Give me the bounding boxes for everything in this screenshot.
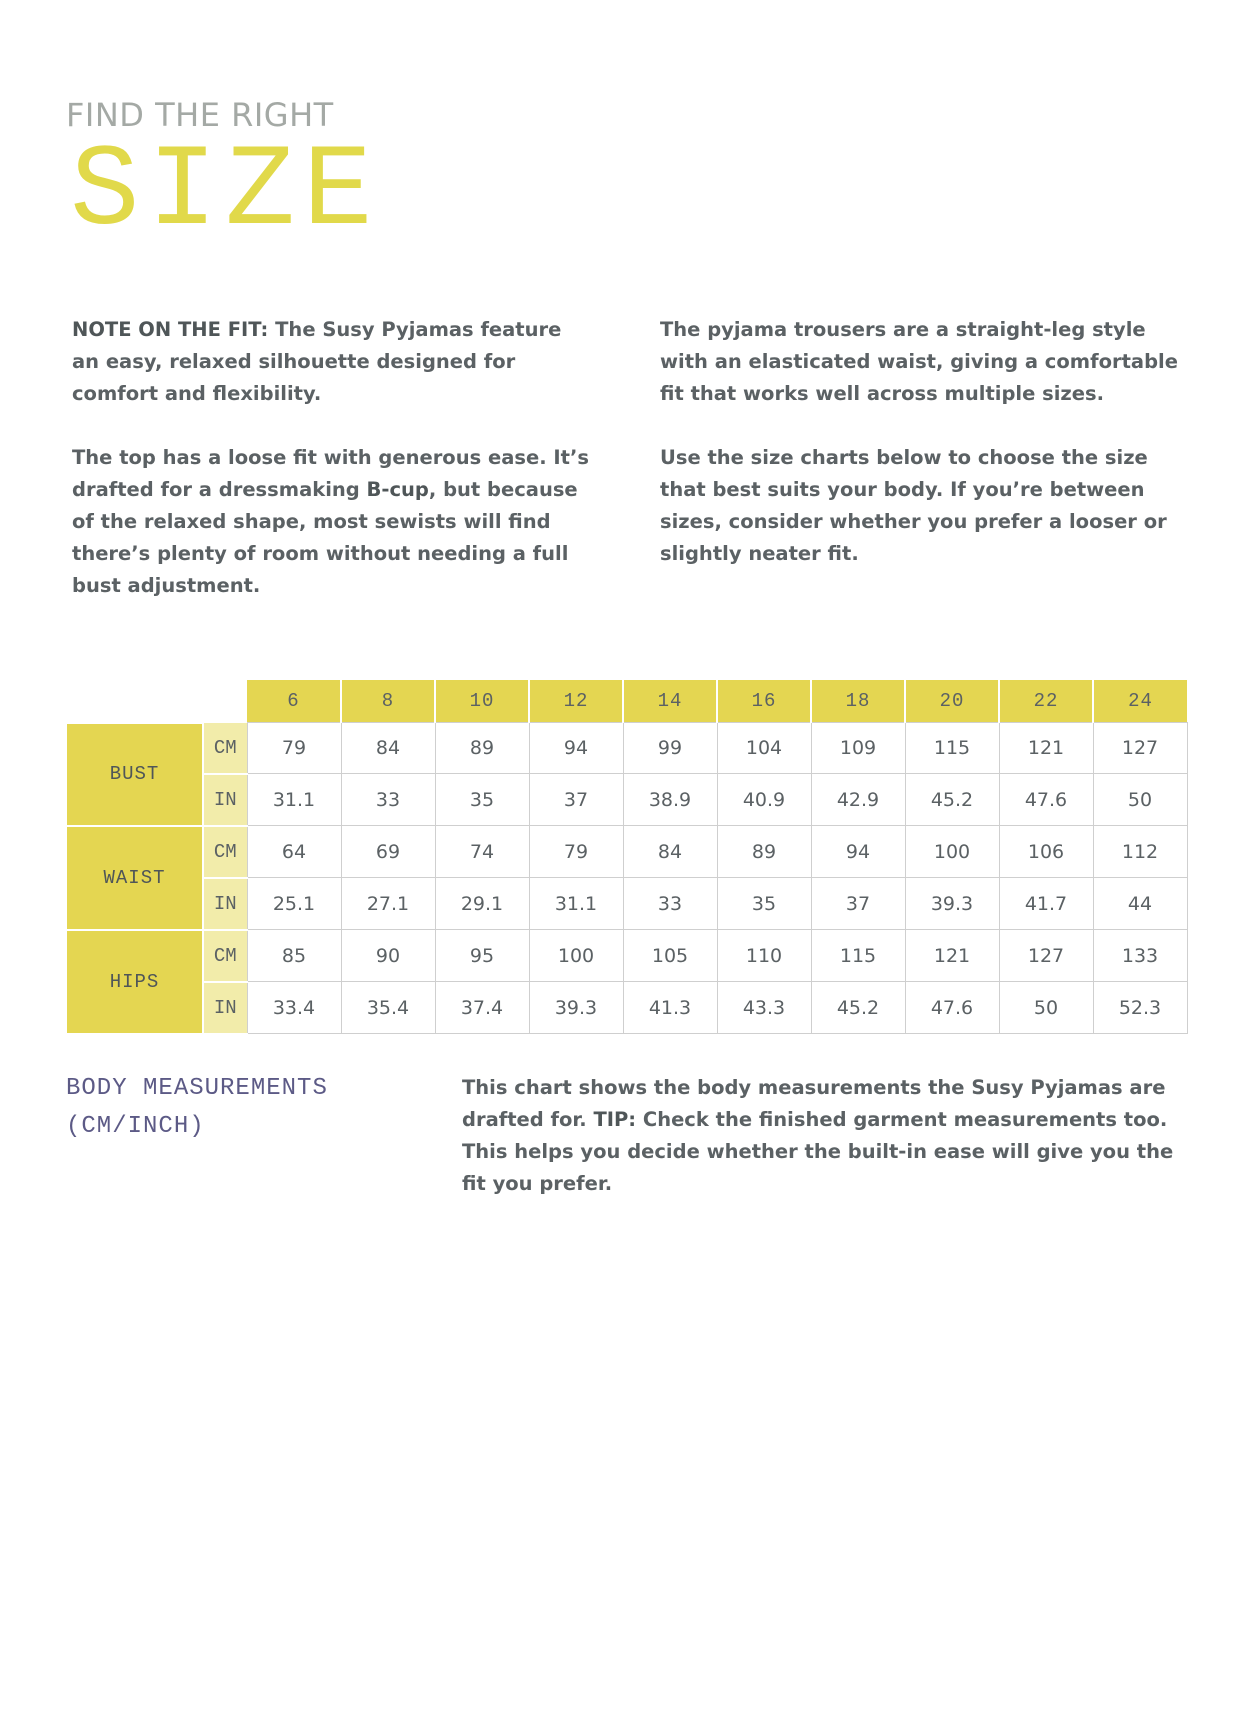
measurement-value: 127 <box>999 930 1093 982</box>
size-header-cell: 14 <box>623 680 717 723</box>
measurement-value: 99 <box>623 723 717 774</box>
measurement-value: 47.6 <box>905 982 999 1034</box>
table-row <box>67 930 1187 982</box>
chart-note-text-after: Check the finished garment measurements too. This helps you decide whether the built-in ease will give you the fit you prefer. <box>462 1108 1174 1195</box>
measurement-value: 104 <box>717 723 811 774</box>
measurement-value: 40.9 <box>717 774 811 826</box>
measurement-value: 133 <box>1093 930 1187 982</box>
measurement-value: 39.3 <box>905 878 999 930</box>
measurement-value: 100 <box>905 826 999 878</box>
fit-note-paragraph <box>72 314 592 410</box>
chart-note-text-before: This chart shows the body measurements the Susy Pyjamas are drafted for. <box>462 1076 1166 1131</box>
measurement-value: 50 <box>999 982 1093 1034</box>
measurement-value: 127 <box>1093 723 1187 774</box>
size-header-cell: 22 <box>999 680 1093 723</box>
measurement-value: 41.3 <box>623 982 717 1034</box>
intro-right-column <box>660 314 1180 602</box>
measurement-value: 47.6 <box>999 774 1093 826</box>
unit-label: IN <box>203 878 247 930</box>
table-row <box>67 982 1187 1034</box>
measurement-value: 115 <box>811 930 905 982</box>
measurement-value: 33.4 <box>247 982 341 1034</box>
size-chart-advice-paragraph: Use the size charts below to choose the size that best suits your body. If you’re between sizes, consider whether you prefer a looser or slightly neater fit. <box>660 446 1167 565</box>
legend-title: BODY MEASUREMENTS <box>66 1075 328 1102</box>
tip-label: TIP: <box>593 1108 637 1131</box>
measurement-value: 45.2 <box>811 982 905 1034</box>
measurement-label: HIPS <box>67 930 203 1034</box>
measurement-value: 94 <box>529 723 623 774</box>
unit-label: CM <box>203 826 247 878</box>
unit-label: CM <box>203 723 247 774</box>
measurement-value: 112 <box>1093 826 1187 878</box>
measurement-value: 27.1 <box>341 878 435 930</box>
measurement-value: 45.2 <box>905 774 999 826</box>
size-header-cell: 24 <box>1093 680 1187 723</box>
measurement-value: 33 <box>623 878 717 930</box>
measurement-value: 50 <box>1093 774 1187 826</box>
measurement-value: 42.9 <box>811 774 905 826</box>
measurement-value: 90 <box>341 930 435 982</box>
measurement-value: 37 <box>811 878 905 930</box>
top-fit-text-after: , but because of the relaxed shape, most sewists will find there’s plenty of room without needing a full bust adjustment. <box>72 478 578 597</box>
measurement-value: 89 <box>435 723 529 774</box>
measurement-value: 84 <box>623 826 717 878</box>
unit-label: CM <box>203 930 247 982</box>
legend-units: (CM/INCH) <box>66 1113 205 1140</box>
measurement-value: 105 <box>623 930 717 982</box>
size-header-cell: 18 <box>811 680 905 723</box>
measurement-value: 121 <box>905 930 999 982</box>
measurement-value: 33 <box>341 774 435 826</box>
page-kicker: FIND THE RIGHT <box>66 96 334 134</box>
measurement-value: 35 <box>717 878 811 930</box>
measurement-value: 44 <box>1093 878 1187 930</box>
measurement-value: 109 <box>811 723 905 774</box>
measurement-value: 35.4 <box>341 982 435 1034</box>
measurement-value: 64 <box>247 826 341 878</box>
table-row <box>67 723 1187 774</box>
measurement-value: 43.3 <box>717 982 811 1034</box>
measurement-value: 25.1 <box>247 878 341 930</box>
measurement-value: 85 <box>247 930 341 982</box>
measurement-value: 95 <box>435 930 529 982</box>
measurement-value: 52.3 <box>1093 982 1187 1034</box>
measurement-value: 37 <box>529 774 623 826</box>
measurement-value: 110 <box>717 930 811 982</box>
measurement-value: 94 <box>811 826 905 878</box>
measurement-value: 37.4 <box>435 982 529 1034</box>
measurement-value: 38.9 <box>623 774 717 826</box>
measurement-value: 31.1 <box>529 878 623 930</box>
measurement-value: 31.1 <box>247 774 341 826</box>
size-header-cell: 8 <box>341 680 435 723</box>
fit-note-label: NOTE ON THE FIT: <box>72 318 269 341</box>
table-row <box>67 826 1187 878</box>
measurement-value: 41.7 <box>999 878 1093 930</box>
unit-label: IN <box>203 982 247 1034</box>
chart-legend <box>66 1070 328 1146</box>
measurement-label: WAIST <box>67 826 203 930</box>
measurement-value: 39.3 <box>529 982 623 1034</box>
size-chart-table <box>67 680 1188 1035</box>
measurement-value: 74 <box>435 826 529 878</box>
table-row <box>67 878 1187 930</box>
top-fit-text-before: The top has a loose fit with generous ease. It’s drafted for a dressmaking <box>72 446 589 501</box>
size-table-body <box>67 723 1187 1034</box>
measurement-value: 121 <box>999 723 1093 774</box>
unit-label: IN <box>203 774 247 826</box>
measurement-value: 84 <box>341 723 435 774</box>
measurement-value: 79 <box>247 723 341 774</box>
intro-left-column <box>72 314 592 634</box>
size-header-cell: 12 <box>529 680 623 723</box>
size-header-cell: 20 <box>905 680 999 723</box>
fit-note-text: The Susy Pyjamas feature an easy, relaxed silhouette designed for comfort and flexibility. <box>72 318 562 405</box>
measurement-value: 29.1 <box>435 878 529 930</box>
top-fit-bold: B-cup <box>366 478 429 501</box>
size-header-cell: 6 <box>247 680 341 723</box>
measurement-value: 89 <box>717 826 811 878</box>
size-header-cell: 10 <box>435 680 529 723</box>
measurement-value: 79 <box>529 826 623 878</box>
trousers-paragraph: The pyjama trousers are a straight-leg style with an elasticated waist, giving a comfortable fit that works well across multiple sizes. <box>660 318 1178 405</box>
measurement-label: BUST <box>67 723 203 826</box>
size-header-cell: 16 <box>717 680 811 723</box>
size-header-row <box>67 680 1187 723</box>
measurement-value: 106 <box>999 826 1093 878</box>
measurement-value: 100 <box>529 930 623 982</box>
table-corner <box>67 680 247 723</box>
top-fit-paragraph <box>72 442 592 602</box>
chart-note <box>462 1072 1202 1200</box>
measurement-value: 35 <box>435 774 529 826</box>
page-title: SIZE <box>70 126 381 258</box>
measurement-value: 115 <box>905 723 999 774</box>
table-row <box>67 774 1187 826</box>
measurement-value: 69 <box>341 826 435 878</box>
